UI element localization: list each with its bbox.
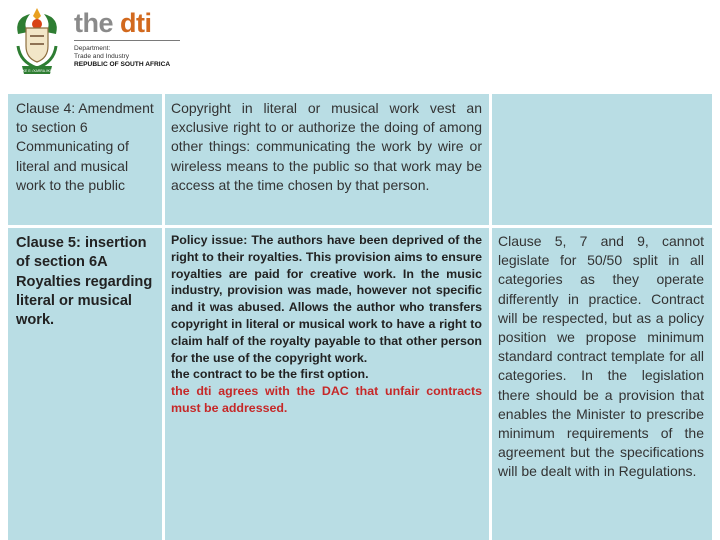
row2-comment: Clause 5, 7 and 9, cannot legislate for 50/50 split in all categories as they operate differently in practice. Contract will be respected, but as a policy position we propose minimum standard contract template for all categories. In the legislation there should be a provision that enables the Minister to prescribe minimum requirements of the agreement but the specifications will be dealt with in Regulations. (498, 233, 704, 480)
row2-dti-note: the dti agrees with the DAC that unfair contracts must be addressed. (171, 384, 482, 415)
dept-line-1: Department: (74, 45, 111, 52)
row2-comment-block (498, 232, 704, 482)
dti-logo (74, 6, 152, 40)
department-label (74, 45, 170, 68)
row2-contract-note: the contract to be the first option. (171, 367, 369, 382)
logo-the: the (74, 8, 113, 38)
logo-divider (74, 40, 180, 41)
row1-clause: Clause 4: Amendment to section 6 Communicating of literal and musical work to the public (16, 100, 154, 193)
clauses-table (8, 94, 712, 540)
logo-dti: dti (120, 8, 152, 38)
row1-comment-cell (492, 94, 712, 225)
row2-policy-issue: Policy issue: The authors have been deprived of the right to their royalties. This provision aims to ensure royalties are paid for creative work. In the music industry, provision was made, however not specific and it was abused. Allows the author who transfers copyright in literal or musical work to have a right to claim half of the royalty payable to that other person for the use of the copyright work. (171, 233, 482, 365)
row2-policy-block (171, 232, 482, 417)
dept-line-3: REPUBLIC OF SOUTH AFRICA (74, 60, 171, 68)
dept-line-2: Trade and Industry (74, 52, 130, 60)
row2-clause: Clause 5: insertion of section 6A Royalties regarding literal or musical work. (16, 235, 153, 329)
coat-of-arms-icon (12, 6, 62, 78)
header (0, 0, 720, 93)
row1-description: Copyright in literal or musical work vest an exclusive right to or authorize the doing of among other things: communicating the work by wire or wireless means to the public so that work may be access at the time chosen by that person. (171, 100, 482, 193)
crest-motto: !KE E: /XARRA //KE (21, 69, 53, 73)
